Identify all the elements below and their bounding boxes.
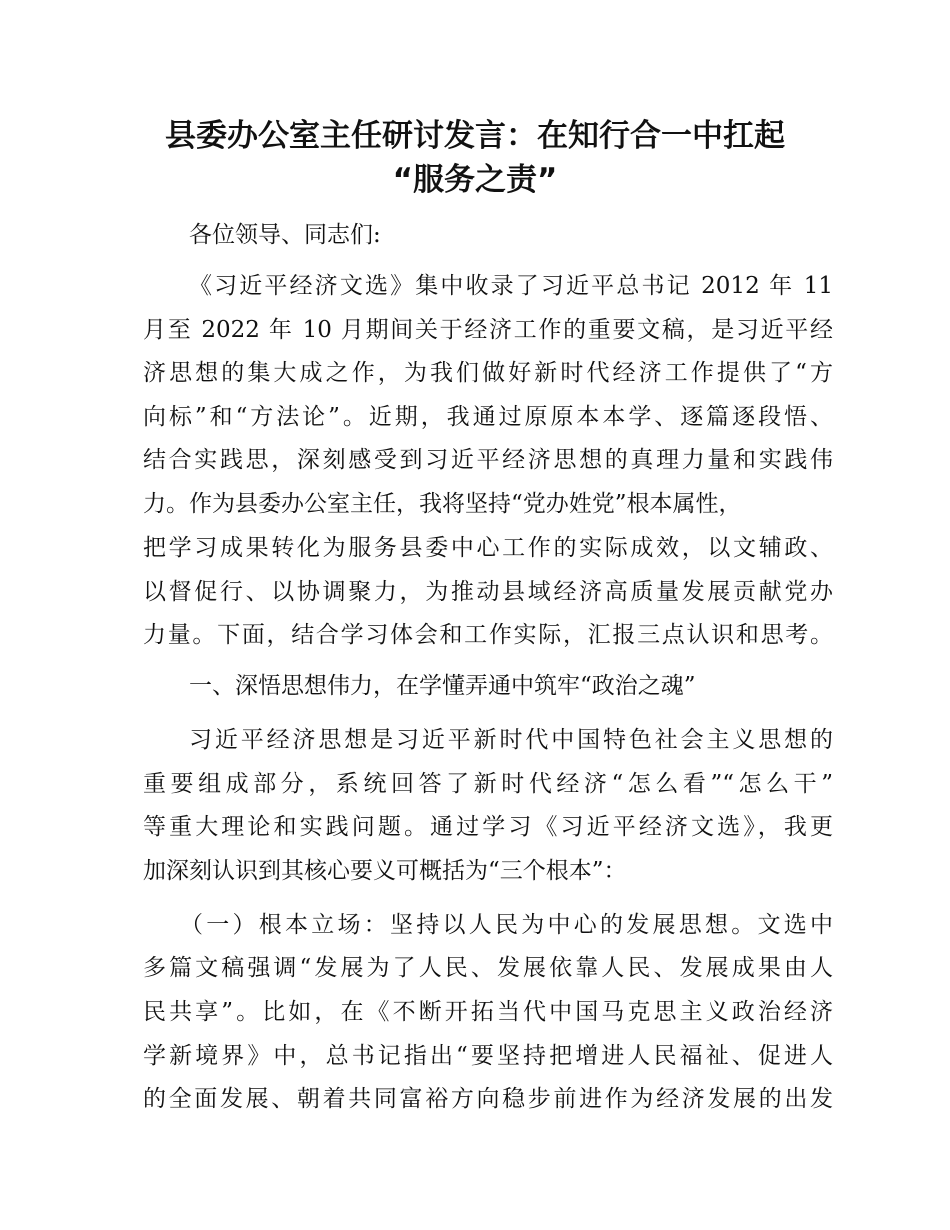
section-heading: 一、深悟思想伟力，在学懂弄通中筑牢“政治之魂” [189,673,696,699]
section-line: 习近平经济思想是习近平新时代中国特色社会主义思想的 [189,727,833,753]
section-line: 等重大理论和实践问题。通过学习《习近平经济文选》，我更 [143,814,833,840]
intro-line: 向标”和“方法论”。近期，我通过原原本本学、逐篇逐段悟、 [143,404,833,430]
subsection-line: 多篇文稿强调“发展为了人民、发展依靠人民、发展成果由人 [143,955,833,981]
intro-line: 力量。下面，结合学习体会和工作实际，汇报三点认识和思考。 [143,622,833,648]
subsection-line: 学新境界》中，总书记指出“要坚持把增进人民福祉、促进人 [143,1043,833,1069]
greeting: 各位领导、同志们: [189,222,381,248]
document-title-line-2: “服务之责” [392,162,558,198]
intro-line: 以督促行、以协调聚力，为推动县域经济高质量发展贡献党办 [143,579,833,605]
intro-line: 济思想的集大成之作，为我们做好新时代经济工作提供了“方 [143,360,833,386]
section-line: 重要组成部分，系统回答了新时代经济“怎么看”“怎么干” [143,771,833,797]
section-line: 加深刻认识到其核心要义可概括为“三个根本”： [143,858,627,884]
subsection-line: 民共享”。比如，在《不断开拓当代中国马克思主义政治经济 [143,999,833,1025]
intro-line: 结合实践思，深刻感受到习近平经济思想的真理力量和实践伟 [143,447,833,473]
subsection-line: （一）根本立场：坚持以人民为中心的发展思想。文选中 [180,912,833,938]
document-title-line-1: 县委办公室主任研讨发言：在知行合一中扛起 [165,118,785,154]
intro-line: 力。作为县委办公室主任，我将坚持“党办姓党”根本属性， [143,491,742,517]
subsection-line: 的全面发展、朝着共同富裕方向稳步前进作为经济发展的出发 [143,1086,833,1112]
intro-line: 月至 2022 年 10 月期间关于经济工作的重要文稿，是习近平经 [143,317,833,343]
intro-line: 《习近平经济文选》集中收录了习近平总书记 2012 年 11 [189,273,833,299]
intro-line: 把学习成果转化为服务县委中心工作的实际成效，以文辅政、 [143,535,833,561]
